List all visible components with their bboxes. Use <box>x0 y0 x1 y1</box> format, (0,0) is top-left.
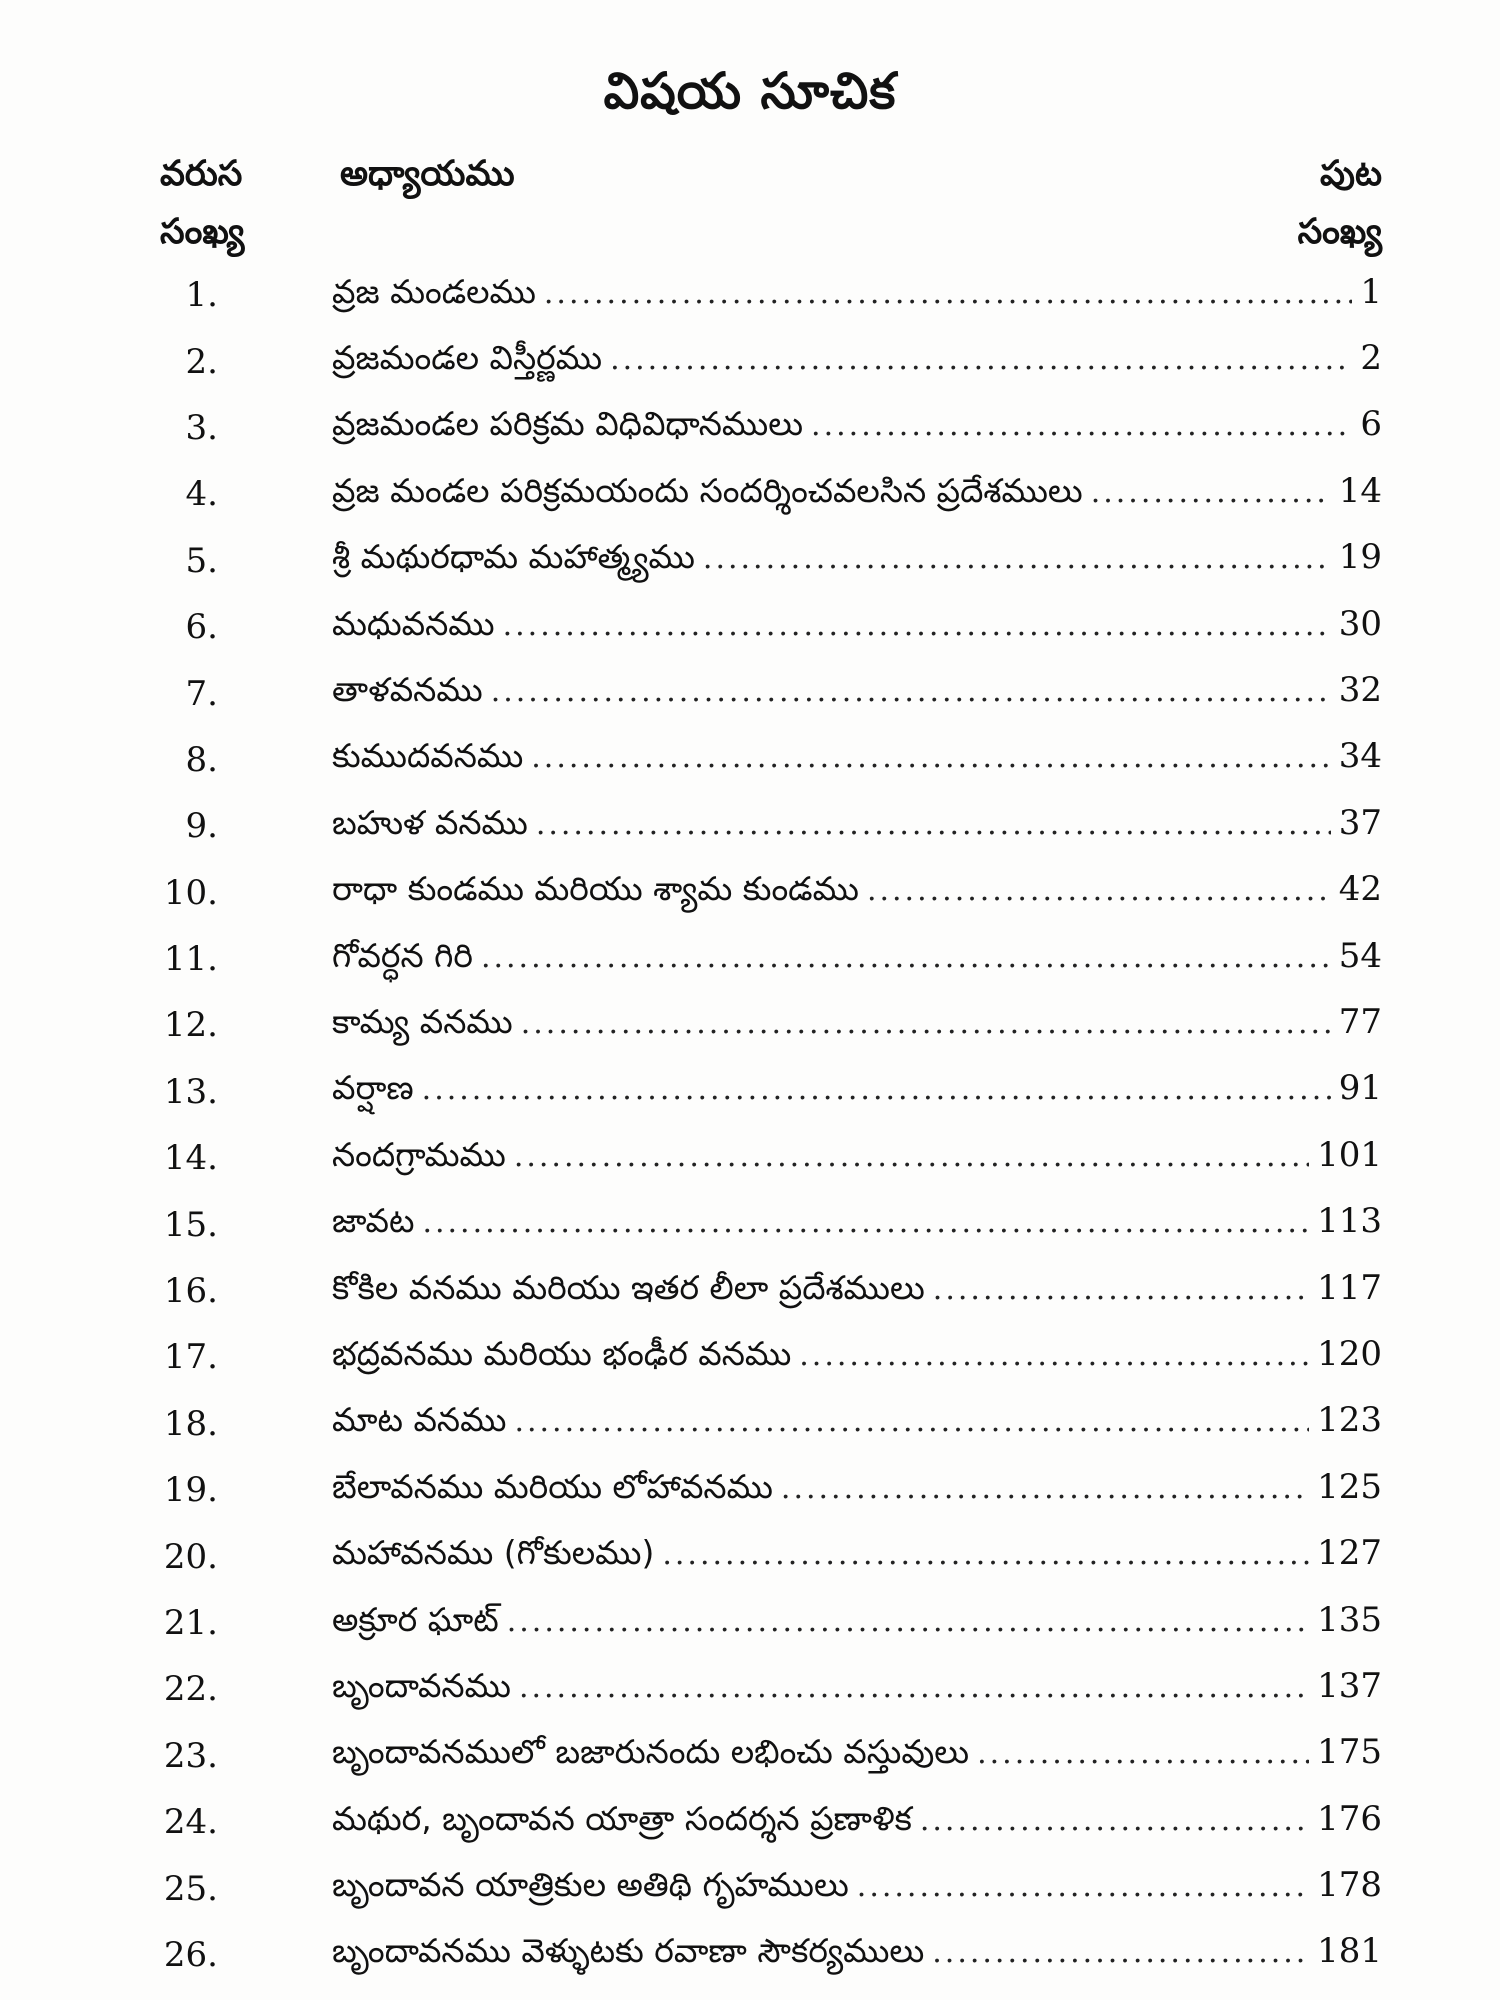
toc-entry-number: 18. <box>163 1403 218 1444</box>
toc-row <box>0 328 1500 394</box>
toc-row <box>0 1391 1500 1457</box>
toc-entry-title: కుముదవనము <box>332 736 524 776</box>
toc-row <box>0 1258 1500 1324</box>
toc-row <box>0 860 1500 926</box>
toc-entry-page: 137 <box>1317 1665 1382 1706</box>
toc-entry <box>332 1467 1382 1514</box>
toc-entry-title: వ్రజమండల పరిక్రమ విధివిధానములు <box>332 404 804 444</box>
serial-header-line1: వరుస <box>160 154 243 194</box>
toc-entry-number: 6. <box>185 607 218 648</box>
toc-row <box>0 395 1500 461</box>
toc-entry <box>332 670 1382 717</box>
toc-row <box>0 1656 1500 1722</box>
toc-entry-page: 6 <box>1360 404 1382 445</box>
toc-entry <box>332 471 1382 518</box>
toc-entry-title: బృందావన యాత్రికుల అతిథి గృహములు <box>332 1865 849 1905</box>
dot-leader <box>662 1537 1309 1572</box>
page-header-line1: పుట <box>1320 154 1382 194</box>
toc-row <box>0 1059 1500 1125</box>
dot-leader <box>519 1670 1309 1705</box>
toc-entry-title: వ్రజ మండలము <box>332 271 536 311</box>
dot-leader <box>531 740 1330 775</box>
toc-entry-page: 175 <box>1317 1732 1382 1773</box>
toc-row <box>0 660 1500 726</box>
toc-entry-number: 25. <box>163 1868 218 1909</box>
dot-leader <box>857 1869 1309 1904</box>
toc-entry-number: 15. <box>163 1204 218 1245</box>
toc-entry-number: 1. <box>185 275 218 316</box>
toc-entry-number: 8. <box>185 739 218 780</box>
toc-entry <box>332 604 1382 651</box>
toc-entry-number: 19. <box>163 1470 218 1511</box>
toc-row <box>0 1523 1500 1589</box>
toc-entry-number: 24. <box>163 1802 218 1843</box>
toc-entry-number: 22. <box>163 1669 218 1710</box>
dot-leader <box>867 873 1331 908</box>
serial-header-line2: సంఖ్య <box>160 212 245 252</box>
toc-entry-page: 117 <box>1317 1267 1382 1308</box>
toc-entry <box>332 1334 1382 1381</box>
toc-row <box>0 1723 1500 1789</box>
toc-entry-title: తాళవనము <box>332 670 483 710</box>
toc-entry-page: 178 <box>1317 1865 1382 1906</box>
toc-entry-title: శ్రీ మథురధామ మహాత్మ్యము <box>332 537 695 577</box>
toc-entry-number: 7. <box>185 673 218 714</box>
dot-leader <box>422 1205 1309 1240</box>
toc-row <box>0 1191 1500 1257</box>
toc-entry-number: 20. <box>163 1536 218 1577</box>
toc-entry-title: మాట వనము <box>332 1400 507 1440</box>
dot-leader <box>703 541 1331 576</box>
toc-entry-number: 3. <box>185 407 218 448</box>
toc-entry-page: 2 <box>1360 338 1382 379</box>
toc-entry-page: 101 <box>1317 1134 1382 1175</box>
toc-entry-page: 14 <box>1338 470 1382 511</box>
toc-entry-number: 13. <box>163 1071 218 1112</box>
dot-leader <box>610 342 1352 377</box>
toc-row <box>0 793 1500 859</box>
dot-leader <box>933 1272 1309 1307</box>
toc-entry-number: 12. <box>163 1005 218 1046</box>
toc-entry <box>332 537 1382 584</box>
toc-entry-page: 37 <box>1338 802 1382 843</box>
toc-entry-number: 16. <box>163 1271 218 1312</box>
toc-entry-title: నందగ్రామము <box>332 1134 506 1174</box>
toc-row <box>0 1125 1500 1191</box>
dot-leader <box>422 1072 1331 1107</box>
toc-entry <box>332 272 1382 319</box>
toc-entry-page: 135 <box>1317 1599 1382 1640</box>
toc-entry-number: 14. <box>163 1138 218 1179</box>
toc-entry <box>332 1931 1382 1978</box>
toc-entry <box>332 1002 1382 1049</box>
toc-entry-title: బృందావనము <box>332 1665 511 1705</box>
toc-entry-title: బేలావనము మరియు లోహావనము <box>332 1466 773 1506</box>
toc-entry-page: 176 <box>1317 1798 1382 1839</box>
toc-entry-page: 32 <box>1338 670 1382 711</box>
toc-entry <box>332 736 1382 783</box>
toc-row <box>0 594 1500 660</box>
table-of-contents <box>0 262 1500 1988</box>
serial-number-header <box>160 145 244 261</box>
page-title: విషయ సూచిక <box>603 62 897 120</box>
toc-entry-title: మహావనము (గోకులము) <box>332 1533 655 1573</box>
toc-entry-title: గోవర్ధన గిరి <box>332 935 473 975</box>
toc-entry-title: భద్రవనము మరియు భంఢీర వనము <box>332 1333 792 1373</box>
toc-entry-number: 11. <box>163 939 218 980</box>
toc-row <box>0 1789 1500 1855</box>
toc-entry-number: 26. <box>163 1934 218 1975</box>
toc-entry-title: బహుళ వనము <box>332 802 528 842</box>
toc-entry-title: మథుర, బృందావన యాత్రా సందర్శన ప్రణాళిక <box>332 1798 912 1838</box>
chapter-header: అధ్యాయము <box>340 154 515 194</box>
dot-leader <box>521 1006 1331 1041</box>
page-number-header <box>1298 145 1382 261</box>
toc-row <box>0 926 1500 992</box>
dot-leader <box>932 1935 1309 1970</box>
toc-entry <box>332 803 1382 850</box>
toc-row <box>0 461 1500 527</box>
toc-entry <box>332 1865 1382 1912</box>
toc-entry <box>332 1666 1382 1713</box>
page-header-line2: సంఖ్య <box>1297 212 1382 252</box>
toc-entry-title: రాధా కుండము మరియు శ్యామ కుండము <box>332 869 859 909</box>
toc-entry-number: 23. <box>163 1735 218 1776</box>
toc-entry-title: వర్షాణ <box>332 1068 414 1108</box>
toc-entry-number: 21. <box>163 1603 218 1643</box>
toc-entry-page: 1 <box>1360 271 1382 312</box>
toc-entry-title: వ్రజమండల విస్తీర్ణము <box>332 338 603 378</box>
toc-entry <box>332 1201 1382 1248</box>
dot-leader <box>1091 475 1331 510</box>
dot-leader <box>514 1139 1309 1174</box>
toc-entry <box>332 1268 1382 1315</box>
toc-entry <box>332 1068 1382 1115</box>
toc-entry <box>332 1400 1382 1447</box>
dot-leader <box>799 1338 1309 1373</box>
toc-entry-title: మధువనము <box>332 603 495 643</box>
dot-leader <box>920 1803 1309 1838</box>
toc-entry <box>332 404 1382 451</box>
toc-entry-title: వ్రజ మండల పరిక్రమయందు సందర్శించవలసిన ప్రదేశములు <box>332 470 1083 510</box>
dot-leader <box>507 1604 1309 1639</box>
toc-entry-page: 127 <box>1317 1533 1382 1574</box>
toc-entry <box>332 338 1382 385</box>
toc-entry-number: 4. <box>185 474 218 515</box>
toc-entry-page: 113 <box>1317 1201 1382 1242</box>
toc-entry-page: 54 <box>1338 935 1382 976</box>
toc-entry-title: బృందావనములో బజారునందు లభించు వస్తువులు <box>332 1732 970 1772</box>
dot-leader <box>536 807 1331 842</box>
toc-entry-page: 42 <box>1338 869 1382 910</box>
toc-entry <box>332 936 1382 983</box>
dot-leader <box>491 674 1331 709</box>
toc-entry-page: 34 <box>1338 736 1382 777</box>
toc-row <box>0 1324 1500 1390</box>
toc-entry-number: 5. <box>185 540 218 581</box>
toc-entry-page: 120 <box>1317 1333 1382 1374</box>
toc-entry <box>332 1135 1382 1182</box>
toc-entry-number: 9. <box>185 806 218 847</box>
dot-leader <box>503 608 1331 643</box>
dot-leader <box>781 1471 1309 1506</box>
toc-row <box>0 528 1500 594</box>
dot-leader <box>977 1736 1309 1771</box>
toc-row <box>0 1590 1500 1656</box>
toc-entry-title: కామ్య వనము <box>332 1001 513 1041</box>
toc-entry <box>332 1732 1382 1779</box>
toc-entry-page: 181 <box>1317 1931 1382 1972</box>
toc-row <box>0 1922 1500 1988</box>
toc-row <box>0 262 1500 328</box>
toc-entry <box>332 1600 1382 1647</box>
dot-leader <box>481 940 1331 975</box>
toc-entry-page: 77 <box>1338 1001 1382 1042</box>
toc-row <box>0 727 1500 793</box>
toc-entry <box>332 869 1382 916</box>
toc-entry-title: బృందావనము వెళ్ళుటకు రవాణా సౌకర్యములు <box>332 1931 925 1971</box>
toc-entry-page: 123 <box>1317 1400 1382 1441</box>
toc-entry-number: 17. <box>163 1337 218 1378</box>
dot-leader <box>811 408 1352 443</box>
toc-entry-title: జావట <box>332 1201 415 1241</box>
toc-row <box>0 1855 1500 1921</box>
toc-entry <box>332 1533 1382 1580</box>
toc-entry <box>332 1799 1382 1846</box>
toc-entry-page: 91 <box>1338 1068 1382 1109</box>
toc-entry-page: 19 <box>1338 537 1382 578</box>
dot-leader <box>544 276 1352 311</box>
toc-entry-page: 30 <box>1338 603 1382 644</box>
toc-entry-title: అక్రూర ఘాట్ <box>332 1599 499 1639</box>
toc-row <box>0 992 1500 1058</box>
toc-entry-number: 10. <box>163 872 218 913</box>
toc-entry-number: 2. <box>185 341 218 382</box>
toc-entry-title: కోకిల వనము మరియు ఇతర లీలా ప్రదేశములు <box>332 1267 925 1307</box>
dot-leader <box>514 1404 1309 1439</box>
toc-row <box>0 1457 1500 1523</box>
toc-entry-page: 125 <box>1317 1466 1382 1507</box>
